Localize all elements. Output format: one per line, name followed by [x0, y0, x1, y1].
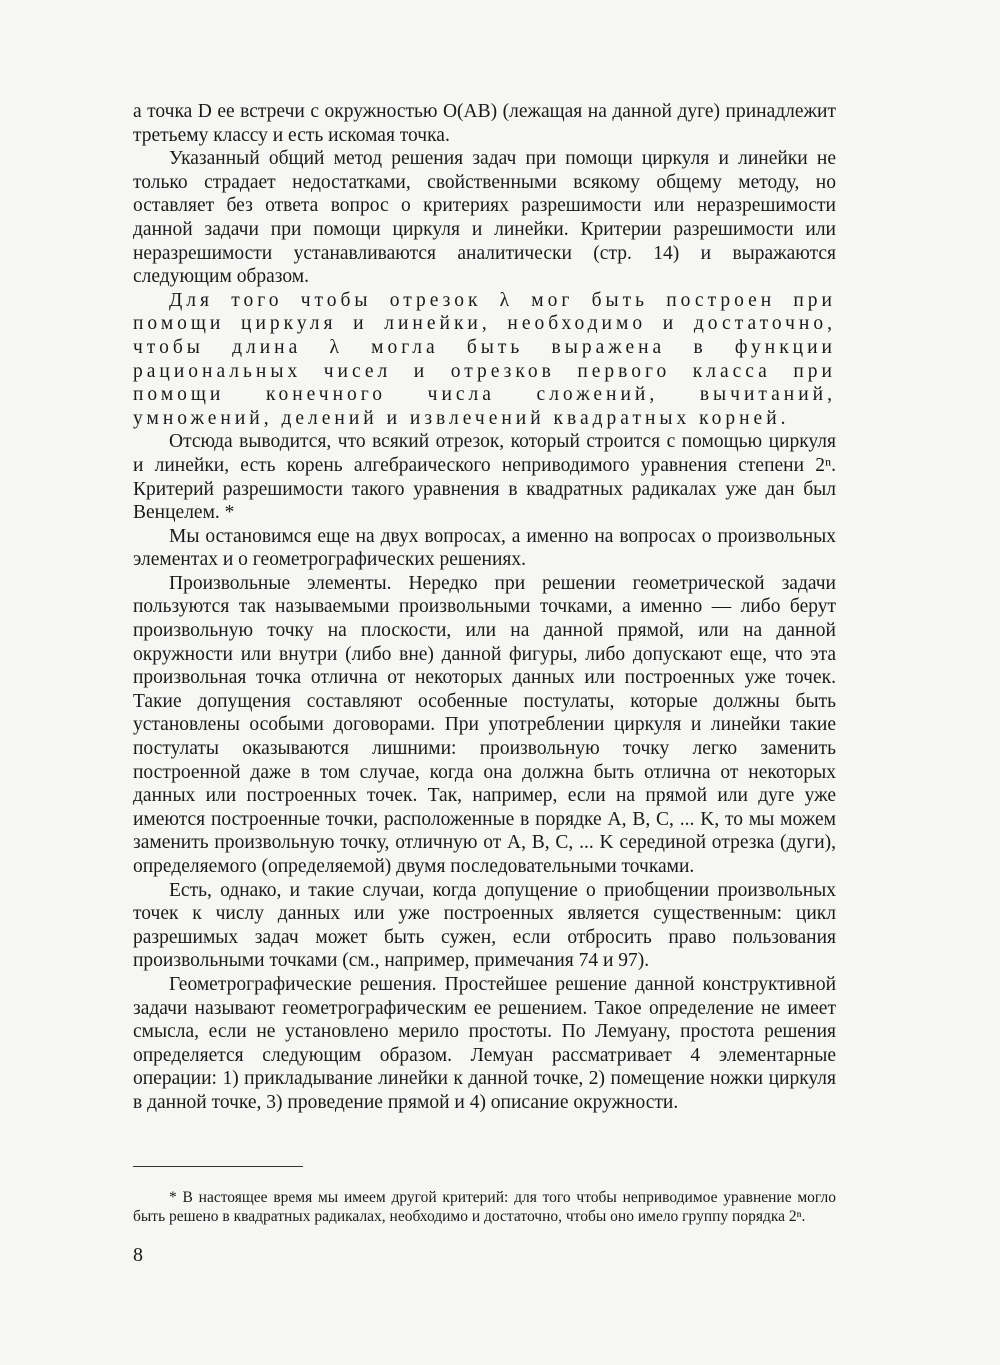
paragraph-3: Отсюда выводится, что всякий отрезок, который строится с помощью циркуля и линейки, есть корень алгебраического неприводимого уравнения степени 2ⁿ. Критерий разрешимости такого уравнения в квадратных радикалах уже дан был Венцелем. * [133, 431, 836, 524]
footnote-divider [133, 1166, 303, 1167]
main-text [133, 100, 836, 1115]
paragraph-geometrographic: Геометрографические решения. Простейшее решение данной конструктивной задачи называют геометрографическим ее решением. Такое определение не имеет смысла, если не установлено мерило простоты. По Лемуану, простота решения определяется следующим образом. Лемуан рассматривает 4 элементарные операции: 1) прикладывание линейки к данной точке, 2) помещение ножки циркуля в данной точке, 3) проведение прямой и 4) описание окружности. [133, 973, 836, 1113]
paragraph-1: а точка D ее встречи с окружностью O(AB) (лежащая на данной дуге) принадлежит третьему классу и есть искомая точка. [133, 101, 836, 146]
paragraph-arbitrary-elements: Произвольные элементы. Нередко при решении геометрической задачи пользуются так называемыми произвольными точками, а именно — либо берут произвольную точку на плоскости, или на данной прямой, или на данной окружности или внутри (либо вне) данной фигуры, либо допускают еще, что эта произвольная точка отлична от некоторых данных или построенных уже точек. Такие допущения составляют особенные постулаты, которые должны быть установлены особыми договорами. При употреблении циркуля и линейки такие постулаты оказываются лишними: произвольную точку легко заменить построенной даже в том случае, когда она должна быть отлична от некоторых данных или построенных точек. Так, например, если на прямой или дуге уже имеются построенные точки, расположенные в порядке A, B, C, ... K, то мы можем заменить произвольную точку, отличную от A, B, C, ... K серединой отрезка (дуги), определяемого (определяемой) двумя последовательными точками. [133, 572, 836, 877]
paragraph-5: Есть, однако, и такие случаи, когда допущение о приобщении произвольных точек к числу данных или уже построенных является существенным: цикл разрешимых задач может быть сужен, если отбросить право пользования произвольными точками (см., например, примечания 74 и 97). [133, 879, 836, 972]
paragraph-2: Указанный общий метод решения задач при помощи циркуля и линейки не только страдает недостатками, свойственными всякому общему методу, но оставляет без ответа вопрос о критериях разрешимости или неразрешимости данной задачи при помощи циркуля и линейки. Критерии разрешимости или неразрешимости устанавливаются аналитически (стр. 14) и выражаются следующим образом. [133, 148, 836, 288]
paragraph-4: Мы остановимся еще на двух вопросах, а именно на вопросах о произвольных элементах и о геометрографических решениях. [133, 525, 836, 571]
paragraph-theorem: Для того чтобы отрезок λ мог быть построен при помощи циркуля и линейки, необходимо и достаточно, чтобы длина λ могла быть выражена в функции рациональных чисел и отрезков первого класса при помощи конечного числа сложений, вычитаний, умножений, делений и извлечений квадратных корней. [133, 289, 836, 429]
page-number: 8 [133, 1244, 143, 1266]
footnote: * В настоящее время мы имеем другой критерий: для того чтобы неприводимое уравнение могло быть решено в квадратных радикалах, необходимо и достаточно, чтобы оно имело группу порядка 2ⁿ. [133, 1188, 836, 1225]
